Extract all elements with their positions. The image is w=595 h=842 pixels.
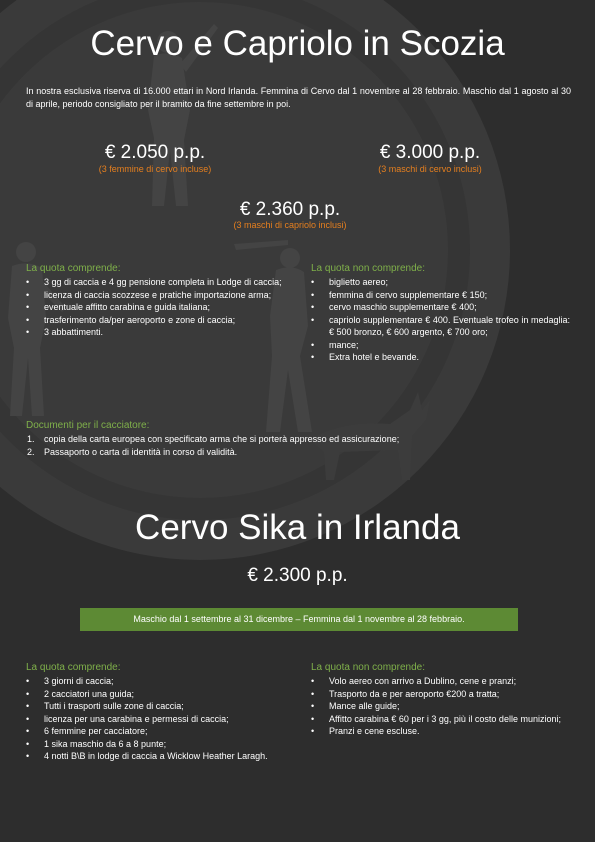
list-item: • licenza per una carabina e permessi di caccia; — [24, 713, 285, 726]
scotland-excludes-title: La quota non comprende: — [311, 263, 425, 274]
list-item: • Affitto carabina € 60 per i 3 gg, più il costo delle munizioni; — [309, 713, 570, 726]
scotland-title: Cervo e Capriolo in Scozia — [90, 24, 505, 63]
documents-list — [26, 433, 571, 459]
scotland-intro: In nostra esclusiva riserva di 16.000 ettari in Nord Irlanda. Femmina di Cervo dal 1 novembre al 28 febbraio. Maschio dal 1 agosto al 30 di aprile, periodo consigliato per il bramito da fine settembre in poi. — [26, 86, 571, 109]
list-item — [26, 446, 571, 459]
list-item: • licenza di caccia scozzese e pratiche importazione arma; — [24, 289, 285, 302]
ireland-title: Cervo Sika in Irlanda — [135, 508, 460, 547]
ireland-excludes-list — [309, 675, 570, 738]
list-item: • biglietto aereo; — [309, 276, 570, 289]
list-item: • Pranzi e cene escluse. — [309, 725, 570, 738]
list-item: • Extra hotel e bevande. — [309, 351, 570, 364]
list-item: • 6 femmine per cacciatore; — [24, 725, 285, 738]
list-item: • mance; — [309, 339, 570, 352]
list-item — [26, 433, 571, 446]
list-number: 2. — [27, 447, 35, 457]
list-item: • cervo maschio supplementare € 400; — [309, 301, 570, 314]
ireland-includes-list — [24, 675, 285, 763]
scotland-includes-title: La quota comprende: — [26, 263, 121, 274]
price-male-deer-note: (3 maschi di cervo inclusi) — [378, 164, 482, 174]
list-item: • capriolo supplementare € 400. Eventuale trofeo in medaglia: € 500 bronzo, € 600 argento, € 700 oro; — [309, 314, 570, 339]
list-item: • Volo aereo con arrivo a Dublino, cene e pranzi; — [309, 675, 570, 688]
list-text: Passaporto o carta di identità in corso di validità. — [44, 447, 238, 457]
price-male-deer: € 3.000 p.p. — [379, 142, 481, 163]
list-item: • 3 abbattimenti. — [24, 326, 285, 339]
list-item: • Mance alle guide; — [309, 700, 570, 713]
price-roe-deer: € 2.360 p.p. — [239, 199, 341, 220]
ireland-includes-title: La quota comprende: — [26, 662, 121, 673]
documents-title: Documenti per il cacciatore: — [26, 420, 150, 431]
list-item: • trasferimento da/per aeroporto e zone di caccia; — [24, 314, 285, 327]
price-female-deer: € 2.050 p.p. — [104, 142, 206, 163]
list-text: copia della carta europea con specificato arma che si porterà appresso ed assicurazione; — [44, 434, 400, 444]
scotland-excludes-list — [309, 276, 570, 364]
list-item: • 4 notti B\B in lodge di caccia a Wicklow Heather Laragh. — [24, 750, 285, 763]
list-number: 1. — [27, 434, 35, 444]
list-item: • 2 cacciatori una guida; — [24, 688, 285, 701]
list-item: • 3 giorni di caccia; — [24, 675, 285, 688]
list-item: • Trasporto da e per aeroporto €200 a tratta; — [309, 688, 570, 701]
price-roe-deer-note: (3 maschi di capriolo inclusi) — [233, 220, 347, 230]
scotland-includes-list — [24, 276, 285, 339]
price-female-deer-note: (3 femmine di cervo incluse) — [98, 164, 212, 174]
season-banner: Maschio dal 1 settembre al 31 dicembre – Femmina dal 1 novembre al 28 febbraio. — [80, 608, 518, 631]
list-item: • 1 sika maschio da 6 a 8 punte; — [24, 738, 285, 751]
list-item: • Tutti i trasporti sulle zone di caccia; — [24, 700, 285, 713]
ireland-excludes-title: La quota non comprende: — [311, 662, 425, 673]
list-item: • femmina di cervo supplementare € 150; — [309, 289, 570, 302]
list-item: • eventuale affitto carabina e guida italiana; — [24, 301, 285, 314]
ireland-price: € 2.300 p.p. — [247, 565, 348, 586]
list-item: • 3 gg di caccia e 4 gg pensione completa in Lodge di caccia; — [24, 276, 285, 289]
